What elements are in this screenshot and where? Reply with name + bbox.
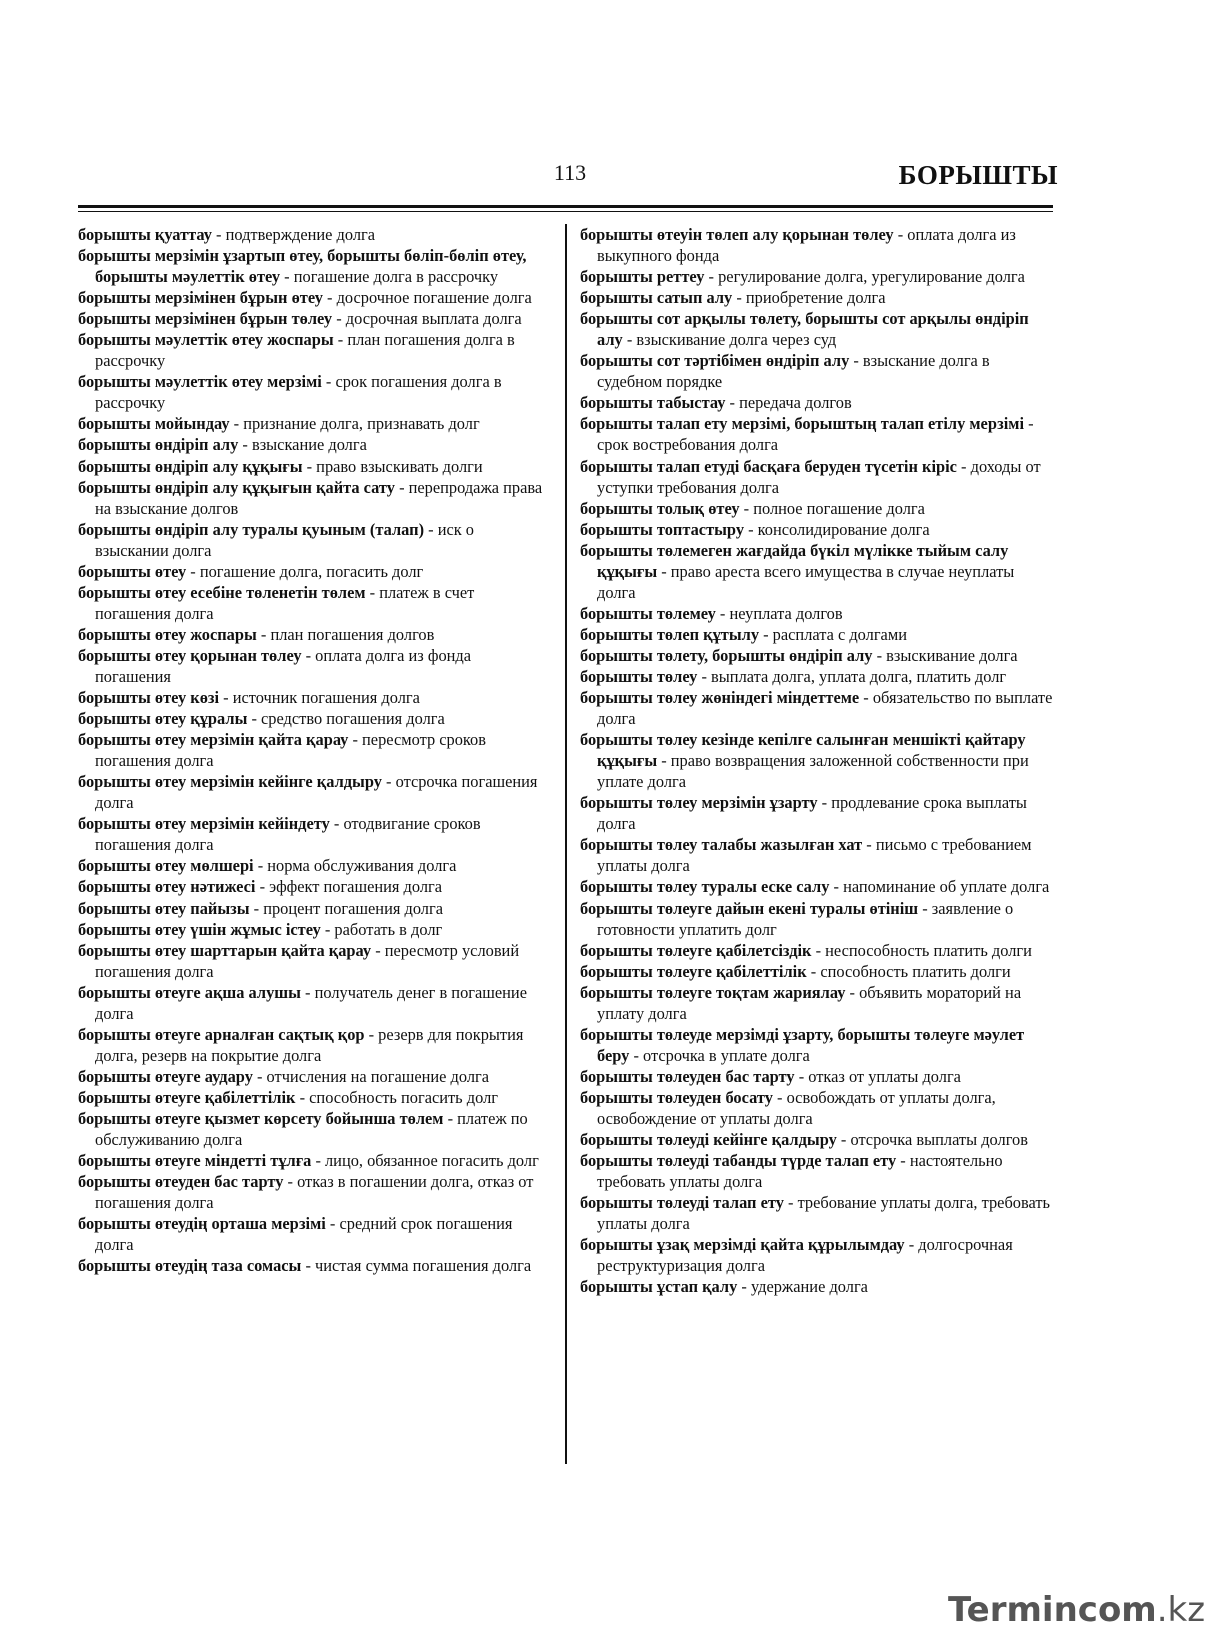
dictionary-entry: борышты төлеуді табанды түрде талап ету - настоятельно требовать уплаты долга (580, 1151, 1003, 1192)
dictionary-entry: борышты өтеуін төлеп алу қорынан төлеу - оплата долга из выкупного фонда (580, 225, 1016, 266)
dictionary-entry: борышты мерзімінен бұрын төлеу - досрочная выплата долга (78, 309, 522, 329)
entry-definition: неспособность платить долги (825, 940, 1032, 960)
entry-term: борышты мойындау (78, 414, 230, 434)
dictionary-entry: борышты төлеуді талап ету - требование уплаты долга, требовать уплаты долга (580, 1193, 1050, 1234)
entry-definition: отказ от уплаты долга (808, 1066, 961, 1086)
entry-definition: перепродажа права на взыскание долгов (95, 477, 543, 518)
dictionary-entry: борышты төлеп құтылу - расплата с долгами (580, 624, 907, 644)
entry-definition: напоминание об уплате долга (843, 877, 1050, 897)
entry-term: борышты ұзақ мерзімді қайта құрылымдау (580, 1235, 905, 1255)
entry-definition: чистая сумма погашения долга (315, 1256, 532, 1276)
entry-term: борышты сот тәртібімен өндіріп алу (580, 351, 850, 371)
right-column (580, 224, 1055, 1297)
dictionary-entry: борышты топтастыру - консолидирование долга (580, 519, 930, 539)
entry-definition: план погашения долга в рассрочку (95, 330, 515, 371)
entry-definition: взыскивание долга (886, 645, 1018, 665)
entry-term: борышты өтеуге аудару (78, 1066, 253, 1086)
entry-definition: право ареста всего имущества в случае неуплаты долга (597, 561, 1015, 602)
entry-term: борышты өтеу мерзімін қайта қарау (78, 730, 349, 750)
entry-term: борышты төлеуден бас тарту (580, 1066, 795, 1086)
entry-term: борышты өндіріп алу туралы қуыным (талап) (78, 519, 425, 539)
logo-text-tld: .kz (1156, 1590, 1205, 1630)
dictionary-entry: борышты төлеуге дайын екені туралы өтініш - заявление о готовности уплатить долг (580, 898, 1014, 939)
entry-definition: отказ в погашении долга, отказ от погашения долга (95, 1172, 534, 1213)
dictionary-entry: борышты төлеуге тоқтам жариялау - объявить мораторий на уплату долга (580, 982, 1022, 1023)
entry-term: борышты өтеудің орташа мерзімі (78, 1214, 326, 1234)
dictionary-entry: борышты ұстап қалу - удержание долга (580, 1277, 868, 1297)
entry-definition: процент погашения долга (263, 898, 443, 918)
dictionary-entry: борышты өтеудің таза сомасы - чистая сумма погашения долга (78, 1256, 532, 1276)
entry-definition: иск о взыскании долга (95, 519, 475, 560)
dictionary-entry: борышты төлемеген жағдайда бүкіл мүлікке тыйым салу құқығы - право ареста всего имущества в случае неуплаты долга (580, 540, 1015, 602)
dictionary-entry: борышты өтеу қорынан төлеу - оплата долга из фонда погашения (78, 645, 472, 686)
entry-definition: способность погасить долг (309, 1087, 498, 1107)
entry-definition: письмо с требованием уплаты долга (597, 835, 1032, 876)
dictionary-entry: борышты өтеуге міндетті тұлға - лицо, обязанное погасить долг (78, 1151, 539, 1171)
entry-term: борышты төлеу жөніндегі міндеттеме (580, 688, 860, 708)
dictionary-entry: борышты өтеу мерзімін кейінге қалдыру - отсрочка погашения долга (78, 772, 538, 813)
dictionary-entry: борышты төлеуді кейінге қалдыру - отсрочка выплаты долгов (580, 1130, 1028, 1150)
entry-term: борышты өтеуге міндетті тұлға (78, 1151, 312, 1171)
entry-term: борышты төлеуге қабілеттілік (580, 961, 807, 981)
dictionary-entry: борышты толық өтеу - полное погашение долга (580, 498, 925, 518)
entry-term: борышты толық өтеу (580, 498, 740, 518)
entry-term: борышты өтеу (78, 561, 187, 581)
entry-term: борышты өтеу нәтижесі (78, 877, 256, 897)
entry-definition: оплата долга из фонда погашения (95, 645, 472, 686)
entry-definition: требование уплаты долга, требовать уплаты долга (597, 1193, 1050, 1234)
dictionary-entry: борышты реттеу - регулирование долга, урегулирование долга (580, 267, 1025, 287)
entry-definition: полное погашение долга (753, 498, 925, 518)
left-column (78, 224, 551, 1276)
dictionary-entry: борышты өтеу көзі - источник погашения долга (78, 688, 420, 708)
entry-term: борышты төлеу туралы еске салу (580, 877, 830, 897)
entry-term: борышты төлеуде мерзімді ұзарту, борышты төлеуге мәулет беру (580, 1024, 1025, 1065)
entry-definition: продлевание срока выплаты долга (597, 793, 1027, 834)
dictionary-entry: борышты мәулеттік өтеу жоспары - план погашения долга в рассрочку (78, 330, 515, 371)
entry-term: борышты төлеу мерзімін ұзарту (580, 793, 818, 813)
entry-term: борышты төлеуді табанды түрде талап ету (580, 1151, 897, 1171)
entry-definition: выплата долга, уплата долга, платить долг (711, 666, 1007, 686)
entry-definition: право возвращения заложенной собственности при уплате долга (597, 751, 1029, 792)
entry-term: борышты өтеу мөлшері (78, 856, 254, 876)
entry-term: борышты өндіріп алу (78, 435, 239, 455)
dictionary-entry: борышты өтеу мерзімін қайта қарау - пересмотр сроков погашения долга (78, 730, 486, 771)
entry-term: борышты төлемеген жағдайда бүкіл мүлікке тыйым салу құқығы (580, 540, 1009, 581)
dictionary-entry: борышты өтеуге қызмет көрсету бойынша төлем - платеж по обслуживанию долга (78, 1108, 528, 1150)
entry-definition: отсрочка в уплате долга (643, 1045, 810, 1065)
dictionary-entry: борышты мерзімінен бұрын өтеу - досрочное погашение долга (78, 288, 532, 308)
entry-definition: объявить мораторий на уплату долга (597, 982, 1022, 1023)
entry-term: борышты өтеу мерзімін кейінге қалдыру (78, 772, 382, 792)
entry-definition: получатель денег в погашение долга (95, 982, 527, 1023)
dictionary-entry: борышты өтеу жоспары - план погашения долгов (78, 624, 435, 644)
header-rule-thick (78, 205, 1053, 208)
entry-term: борышты өндіріп алу құқығын қайта сату (78, 477, 395, 497)
entry-definition: регулирование долга, урегулирование долга (718, 267, 1025, 287)
entry-term: борышты төлемеу (580, 603, 716, 623)
entry-term: борышты өтеу құралы (78, 709, 248, 729)
dictionary-entry: борышты өтеуге ақша алушы - получатель денег в погашение долга (78, 982, 527, 1023)
entry-definition: право взыскивать долги (316, 456, 483, 476)
entry-term: борышты реттеу (580, 267, 705, 287)
dictionary-entry: борышты талап ету мерзімі, борыштың талап етілу мерзімі - срок востребования долга (580, 414, 1034, 455)
dictionary-entry: борышты өтеу нәтижесі - эффект погашения долга (78, 877, 443, 897)
entry-term: борышты сот арқылы төлету, борышты сот арқылы өндіріп алу (580, 309, 1029, 350)
entry-definition: средний срок погашения долга (95, 1214, 513, 1255)
entry-term: борышты сатып алу (580, 288, 733, 308)
dictionary-entry: борышты өтеу құралы - средство погашения долга (78, 709, 445, 729)
dictionary-entry: борышты мәулеттік өтеу мерзімі - срок погашения долга в рассрочку (78, 372, 502, 413)
entry-definition: заявление о готовности уплатить долг (597, 898, 1014, 939)
entry-definition: приобретение долга (745, 288, 886, 308)
dictionary-entry: борышты төлеу туралы еске салу - напоминание об уплате долга (580, 877, 1050, 897)
entry-definition: план погашения долгов (270, 624, 435, 644)
dictionary-entry: борышты өтеуге қабілеттілік - способность погасить долг (78, 1087, 498, 1107)
entry-term: борышты төлеуді кейінге қалдыру (580, 1130, 837, 1150)
entry-definition: взыскание долга в судебном порядке (597, 351, 990, 392)
entry-definition: срок погашения долга в рассрочку (95, 372, 502, 413)
entry-term: борышты өтеуден бас тарту (78, 1172, 284, 1192)
entry-term: борышты төлеу кезінде кепілге салынған меншікті қайтару құқығы (580, 730, 1026, 771)
entry-definition: настоятельно требовать уплаты долга (597, 1151, 1003, 1192)
entry-definition: досрочное погашение долга (336, 288, 532, 308)
entry-definition: отсрочка выплаты долгов (850, 1130, 1028, 1150)
dictionary-entry: борышты өтеу - погашение долга, погасить долг (78, 561, 424, 581)
entry-definition: обязательство по выплате долга (597, 688, 1053, 729)
entry-term: борышты төлеуге қабілетсіздік (580, 940, 812, 960)
entry-term: борышты қуаттау (78, 225, 212, 244)
entry-term: борышты төлеуге тоқтам жариялау (580, 982, 846, 1002)
dictionary-entry: борышты өндіріп алу - взыскание долга (78, 435, 367, 455)
entry-definition: долгосрочная реструктуризация долга (597, 1235, 1013, 1276)
entry-term: борышты мерзімінен бұрын төлеу (78, 309, 333, 329)
dictionary-entry: борышты өтеуден бас тарту - отказ в погашении долга, отказ от погашения долга (78, 1172, 534, 1213)
entry-term: борышты мәулеттік өтеу жоспары (78, 330, 334, 350)
entry-definition: средство погашения долга (261, 709, 445, 729)
entry-term: борышты өтеудің таза сомасы (78, 1256, 302, 1276)
entry-definition: отчисления на погашение долга (266, 1066, 490, 1086)
entry-term: борышты табыстау (580, 393, 726, 413)
header-rule-thin (78, 211, 1053, 212)
entry-definition: платеж по обслуживанию долга (95, 1108, 528, 1150)
column-divider (565, 224, 567, 1464)
dictionary-entry: борышты өтеу пайызы - процент погашения долга (78, 898, 443, 918)
entry-term: борышты өтеу көзі (78, 688, 220, 708)
entry-definition: оплата долга из выкупного фонда (597, 225, 1016, 266)
entry-definition: лицо, обязанное погасить долг (325, 1151, 539, 1171)
entry-definition: пересмотр сроков погашения долга (95, 730, 486, 771)
dictionary-entry: борышты өтеу есебіне төленетін төлем - платеж в счет погашения долга (78, 582, 475, 623)
entry-term: борышты талап етуді басқаға беруден түсетін кіріс (580, 456, 957, 476)
entry-definition: консолидирование долга (757, 519, 930, 539)
entry-definition: погашение долга, погасить долг (199, 561, 424, 581)
entry-term: борышты өтеуге ақша алушы (78, 982, 301, 1002)
entry-definition: работать в долг (334, 919, 443, 939)
dictionary-entry: борышты өндіріп алу құқығын қайта сату - перепродажа права на взыскание долгов (78, 477, 543, 518)
entry-term: борышты өтеу шарттарын қайта қарау (78, 940, 372, 960)
entry-term: борышты өтеу есебіне төленетін төлем (78, 582, 366, 602)
dictionary-entry: борышты төлеу - выплата долга, уплата долга, платить долг (580, 666, 1007, 686)
entry-definition: досрочная выплата долга (345, 309, 522, 329)
dictionary-entry: борышты өтеуге арналған сақтық қор - резерв для покрытия долга, резерв на покрытие долга (78, 1024, 524, 1065)
entry-term: борышты төлету, борышты өндіріп алу (580, 645, 873, 665)
entry-definition: расплата с долгами (772, 624, 907, 644)
entry-definition: источник погашения долга (232, 688, 420, 708)
dictionary-entry: борышты төлеуге қабілетсіздік - неспособность платить долги (580, 940, 1032, 960)
dictionary-entry: борышты өтеу үшін жұмыс істеу - работать в долг (78, 919, 443, 939)
entry-term: борышты төлеп құтылу (580, 624, 760, 644)
dictionary-entry: борышты өндіріп алу туралы қуыным (талап) - иск о взыскании долга (78, 519, 475, 560)
dictionary-entry: борышты сатып алу - приобретение долга (580, 288, 886, 308)
entry-definition: неуплата долгов (729, 603, 843, 623)
dictionary-entry: борышты төлеуден бас тарту - отказ от уплаты долга (580, 1066, 961, 1086)
entry-term: борышты өндіріп алу құқығы (78, 456, 303, 476)
dictionary-entry: борышты сот тәртібімен өндіріп алу - взыскание долга в судебном порядке (580, 351, 990, 392)
entry-definition: срок востребования долга (597, 435, 779, 455)
dictionary-entry: борышты табыстау - передача долгов (580, 393, 852, 413)
entry-definition: пересмотр условий погашения долга (95, 940, 520, 981)
entry-term: борышты төлеу талабы жазылған хат (580, 835, 863, 855)
logo-text-main: Termincom (948, 1590, 1157, 1630)
entry-term: борышты топтастыру (580, 519, 745, 539)
entry-definition: подтверждение долга (225, 225, 376, 244)
dictionary-entry: борышты мойындау - признание долга, признавать долг (78, 414, 480, 434)
entry-term: борышты мерзімін ұзартып өтеу, борышты бөліп-бөліп өтеу, борышты мәулеттік өтеу (78, 246, 527, 287)
entry-term: борышты өтеу жоспары (78, 624, 257, 644)
entry-term: борышты төлеуге дайын екені туралы өтініш (580, 898, 919, 918)
entry-definition: взыскание долга (251, 435, 367, 455)
entry-definition: отсрочка погашения долга (95, 772, 538, 813)
entry-definition: взыскивание долга через суд (636, 330, 837, 350)
dictionary-entry: борышты төлеу жөніндегі міндеттеме - обязательство по выплате долга (580, 688, 1053, 729)
dictionary-entry: борышты төлету, борышты өндіріп алу - взыскивание долга (580, 645, 1018, 665)
entry-term: борышты төлеуден босату (580, 1087, 773, 1107)
dictionary-entry: борышты сот арқылы төлету, борышты сот арқылы өндіріп алу - взыскивание долга через суд (580, 309, 1029, 350)
entry-definition: погашение долга в рассрочку (293, 267, 499, 287)
dictionary-entry: борышты өтеу шарттарын қайта қарау - пересмотр условий погашения долга (78, 940, 520, 981)
entry-term: борышты өтеуге арналған сақтық қор (78, 1024, 365, 1044)
entry-definition: норма обслуживания долга (267, 856, 457, 876)
entry-definition: эффект погашения долга (269, 877, 443, 897)
entry-definition: платеж в счет погашения долга (95, 582, 475, 623)
dictionary-entry: борышты қуаттау - подтверждение долга (78, 225, 376, 244)
entry-term: борышты төлеуді талап ету (580, 1193, 784, 1213)
entry-definition: освобождать от уплаты долга, освобождение от уплаты долга (597, 1087, 996, 1128)
entry-term: борышты төлеу (580, 666, 698, 686)
dictionary-entry: борышты төлеуде мерзімді ұзарту, борышты төлеуге мәулет беру - отсрочка в уплате долга (580, 1024, 1025, 1065)
entry-definition: способность платить долги (820, 961, 1011, 981)
entry-definition: резерв для покрытия долга, резерв на покрытие долга (95, 1024, 524, 1065)
dictionary-entry: борышты төлеуге қабілеттілік - способность платить долги (580, 961, 1011, 981)
dictionary-entry: борышты төлеу кезінде кепілге салынған меншікті қайтару құқығы - право возвращения заложенной собственности при уплате долга (580, 730, 1029, 792)
dictionary-entry: борышты өндіріп алу құқығы - право взыскивать долги (78, 456, 483, 476)
entry-term: борышты ұстап қалу (580, 1277, 738, 1297)
entry-term: борышты өтеуге қызмет көрсету бойынша төлем (78, 1108, 444, 1128)
entry-definition: передача долгов (739, 393, 852, 413)
dictionary-entry: борышты талап етуді басқаға беруден түсетін кіріс - доходы от уступки требования долга (580, 456, 1041, 497)
entry-definition: признание долга, признавать долг (243, 414, 480, 434)
dictionary-entry: борышты төлеу мерзімін ұзарту - продлевание срока выплаты долга (580, 793, 1027, 834)
entry-term: борышты өтеу қорынан төлеу (78, 645, 302, 665)
running-head: БОРЫШТЫ (898, 160, 1058, 190)
entry-definition: удержание долга (750, 1277, 868, 1297)
entry-term: борышты өтеуін төлеп алу қорынан төлеу (580, 225, 894, 244)
entry-term: борышты өтеу пайызы (78, 898, 250, 918)
entry-term: борышты талап ету мерзімі, борыштың талап етілу мерзімі (580, 414, 1024, 434)
dictionary-entry: борышты өтеу мерзімін кейіндету - отодвигание сроков погашения долга (78, 814, 481, 855)
dictionary-entry: борышты төлеуден босату - освобождать от уплаты долга, освобождение от уплаты долга (580, 1087, 996, 1128)
page-number: 113 (553, 160, 587, 185)
dictionary-entry: борышты төлеу талабы жазылған хат - письмо с требованием уплаты долга (580, 835, 1032, 876)
dictionary-entry: борышты өтеу мөлшері - норма обслуживания долга (78, 856, 457, 876)
dictionary-entry: борышты төлемеу - неуплата долгов (580, 603, 843, 623)
dictionary-entry: борышты өтеудің орташа мерзімі - средний срок погашения долга (78, 1214, 513, 1255)
entry-definition: доходы от уступки требования долга (597, 456, 1041, 497)
entry-term: борышты мерзімінен бұрын өтеу (78, 288, 323, 308)
dictionary-entry: борышты ұзақ мерзімді қайта құрылымдау - долгосрочная реструктуризация долга (580, 1235, 1013, 1276)
entry-term: борышты өтеуге қабілеттілік (78, 1087, 296, 1107)
dictionary-entry: борышты мерзімін ұзартып өтеу, борышты бөліп-бөліп өтеу, борышты мәулеттік өтеу - погашение долга в рассрочку (78, 246, 527, 287)
termincom-logo (948, 1590, 1205, 1630)
entry-term: борышты өтеу үшін жұмыс істеу (78, 919, 321, 939)
entry-term: борышты мәулеттік өтеу мерзімі (78, 372, 322, 392)
entry-definition: отодвигание сроков погашения долга (95, 814, 481, 855)
dictionary-entry: борышты өтеуге аудару - отчисления на погашение долга (78, 1066, 490, 1086)
entry-term: борышты өтеу мерзімін кейіндету (78, 814, 330, 834)
